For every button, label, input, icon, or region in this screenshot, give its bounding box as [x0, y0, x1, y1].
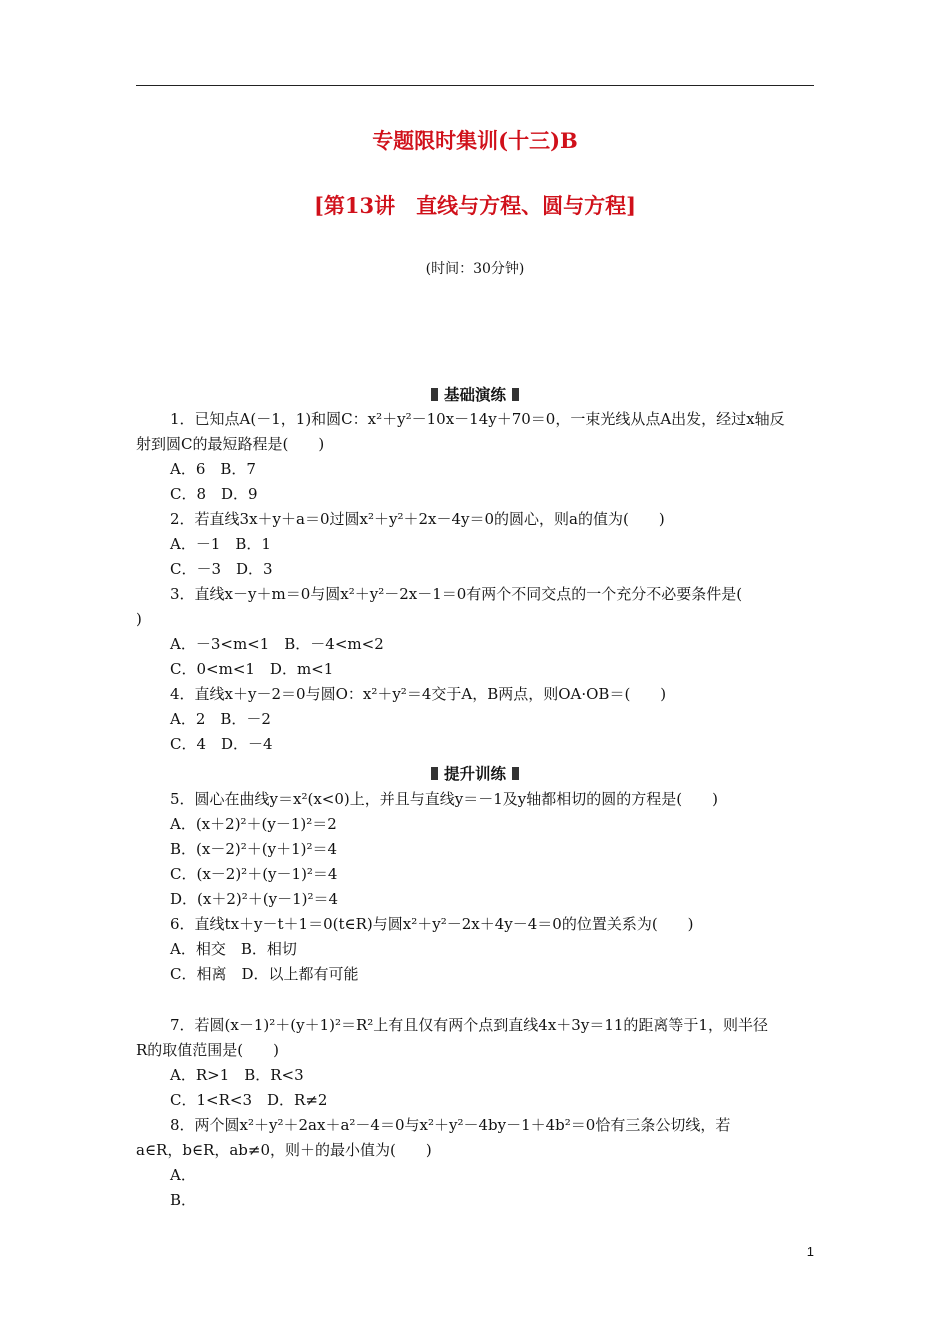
page-number: 1	[806, 1244, 814, 1259]
square-bullet-icon	[431, 767, 438, 780]
question-5-option-b: B．(x－2)²＋(y＋1)²＝4	[170, 840, 338, 858]
question-4-options-ab: A．2 B．－2	[170, 710, 271, 728]
question-1-text: 1．已知点A(－1，1)和圆C：x²＋y²－10x－14y＋70＝0，一束光线从点A出发，经过x轴反	[170, 410, 785, 428]
question-5-option-d: D．(x＋2)²＋(y－1)²＝4	[170, 890, 339, 908]
question-4-options-cd: C．4 D．－4	[170, 735, 273, 753]
top-rule	[136, 85, 814, 86]
questions-block-advanced-2	[136, 1013, 816, 1213]
question-4-text: 4．直线x＋y－2＝0与圆O：x²＋y²＝4交于A，B两点，则OA·OB＝( )	[170, 685, 667, 703]
square-bullet-icon	[512, 767, 519, 780]
section-heading-basic	[0, 383, 950, 405]
question-1-text-cont: 射到圆C的最短路程是( )	[136, 435, 325, 453]
section-label: 基础演练	[443, 385, 506, 404]
question-7-options-ab: A．R>1 B．R<3	[170, 1066, 304, 1084]
questions-block-basic	[136, 407, 816, 757]
question-8-text-cont: a∈R，b∈R，ab≠0，则＋的最小值为( )	[136, 1141, 432, 1159]
question-2-text: 2．若直线3x＋y＋a＝0过圆x²＋y²＋2x－4y＝0的圆心，则a的值为( )	[170, 510, 665, 528]
question-8-text: 8．两个圆x²＋y²＋2ax＋a²－4＝0与x²＋y²－4by－1＋4b²＝0恰有三条公切线，若	[170, 1116, 731, 1134]
lecture-subtitle: [第13讲 直线与方程、圆与方程]	[313, 193, 637, 218]
square-bullet-icon	[431, 388, 438, 401]
section-heading-advanced	[0, 762, 950, 784]
question-3-text-cont: )	[136, 610, 142, 628]
question-1-options-cd: C．8 D．9	[170, 485, 258, 503]
questions-block-advanced	[136, 787, 816, 987]
question-5-option-c: C．(x－2)²＋(y－1)²＝4	[170, 865, 338, 883]
question-3-text: 3．直线x－y＋m＝0与圆x²＋y²－2x－1＝0有两个不同交点的一个充分不必要条件是(	[170, 585, 743, 603]
question-8-option-b: B．	[170, 1191, 197, 1209]
page-title: 专题限时集训(十三)B	[372, 128, 578, 153]
question-6-text: 6．直线tx＋y－t＋1＝0(t∈R)与圆x²＋y²－2x＋4y－4＝0的位置关系为( )	[170, 915, 694, 933]
question-2-options-ab: A．－1 B．1	[170, 535, 271, 553]
square-bullet-icon	[512, 388, 519, 401]
question-5-text: 5．圆心在曲线y＝x²(x<0)上，并且与直线y＝－1及y轴都相切的圆的方程是( )	[170, 790, 718, 808]
question-5-option-a: A．(x＋2)²＋(y－1)²＝2	[170, 815, 337, 833]
question-6-options-cd: C．相离 D．以上都有可能	[170, 965, 359, 983]
question-8-option-a: A．	[170, 1166, 196, 1184]
question-1-options-ab: A．6 B．7	[170, 460, 256, 478]
question-7-text-cont: R的取值范围是( )	[136, 1041, 279, 1059]
question-6-options-ab: A．相交 B．相切	[170, 940, 297, 958]
question-3-options-cd: C．0<m<1 D．m<1	[170, 660, 334, 678]
time-limit: (时间：30分钟)	[425, 261, 525, 277]
section-label: 提升训练	[443, 764, 506, 783]
question-7-text: 7．若圆(x－1)²＋(y＋1)²＝R²上有且仅有两个点到直线4x＋3y＝11的距离等于1，则半径	[170, 1016, 768, 1034]
question-7-options-cd: C．1<R<3 D．R≠2	[170, 1091, 328, 1109]
question-3-options-ab: A．－3<m<1 B．－4<m<2	[170, 635, 384, 653]
question-2-options-cd: C．－3 D．3	[170, 560, 273, 578]
